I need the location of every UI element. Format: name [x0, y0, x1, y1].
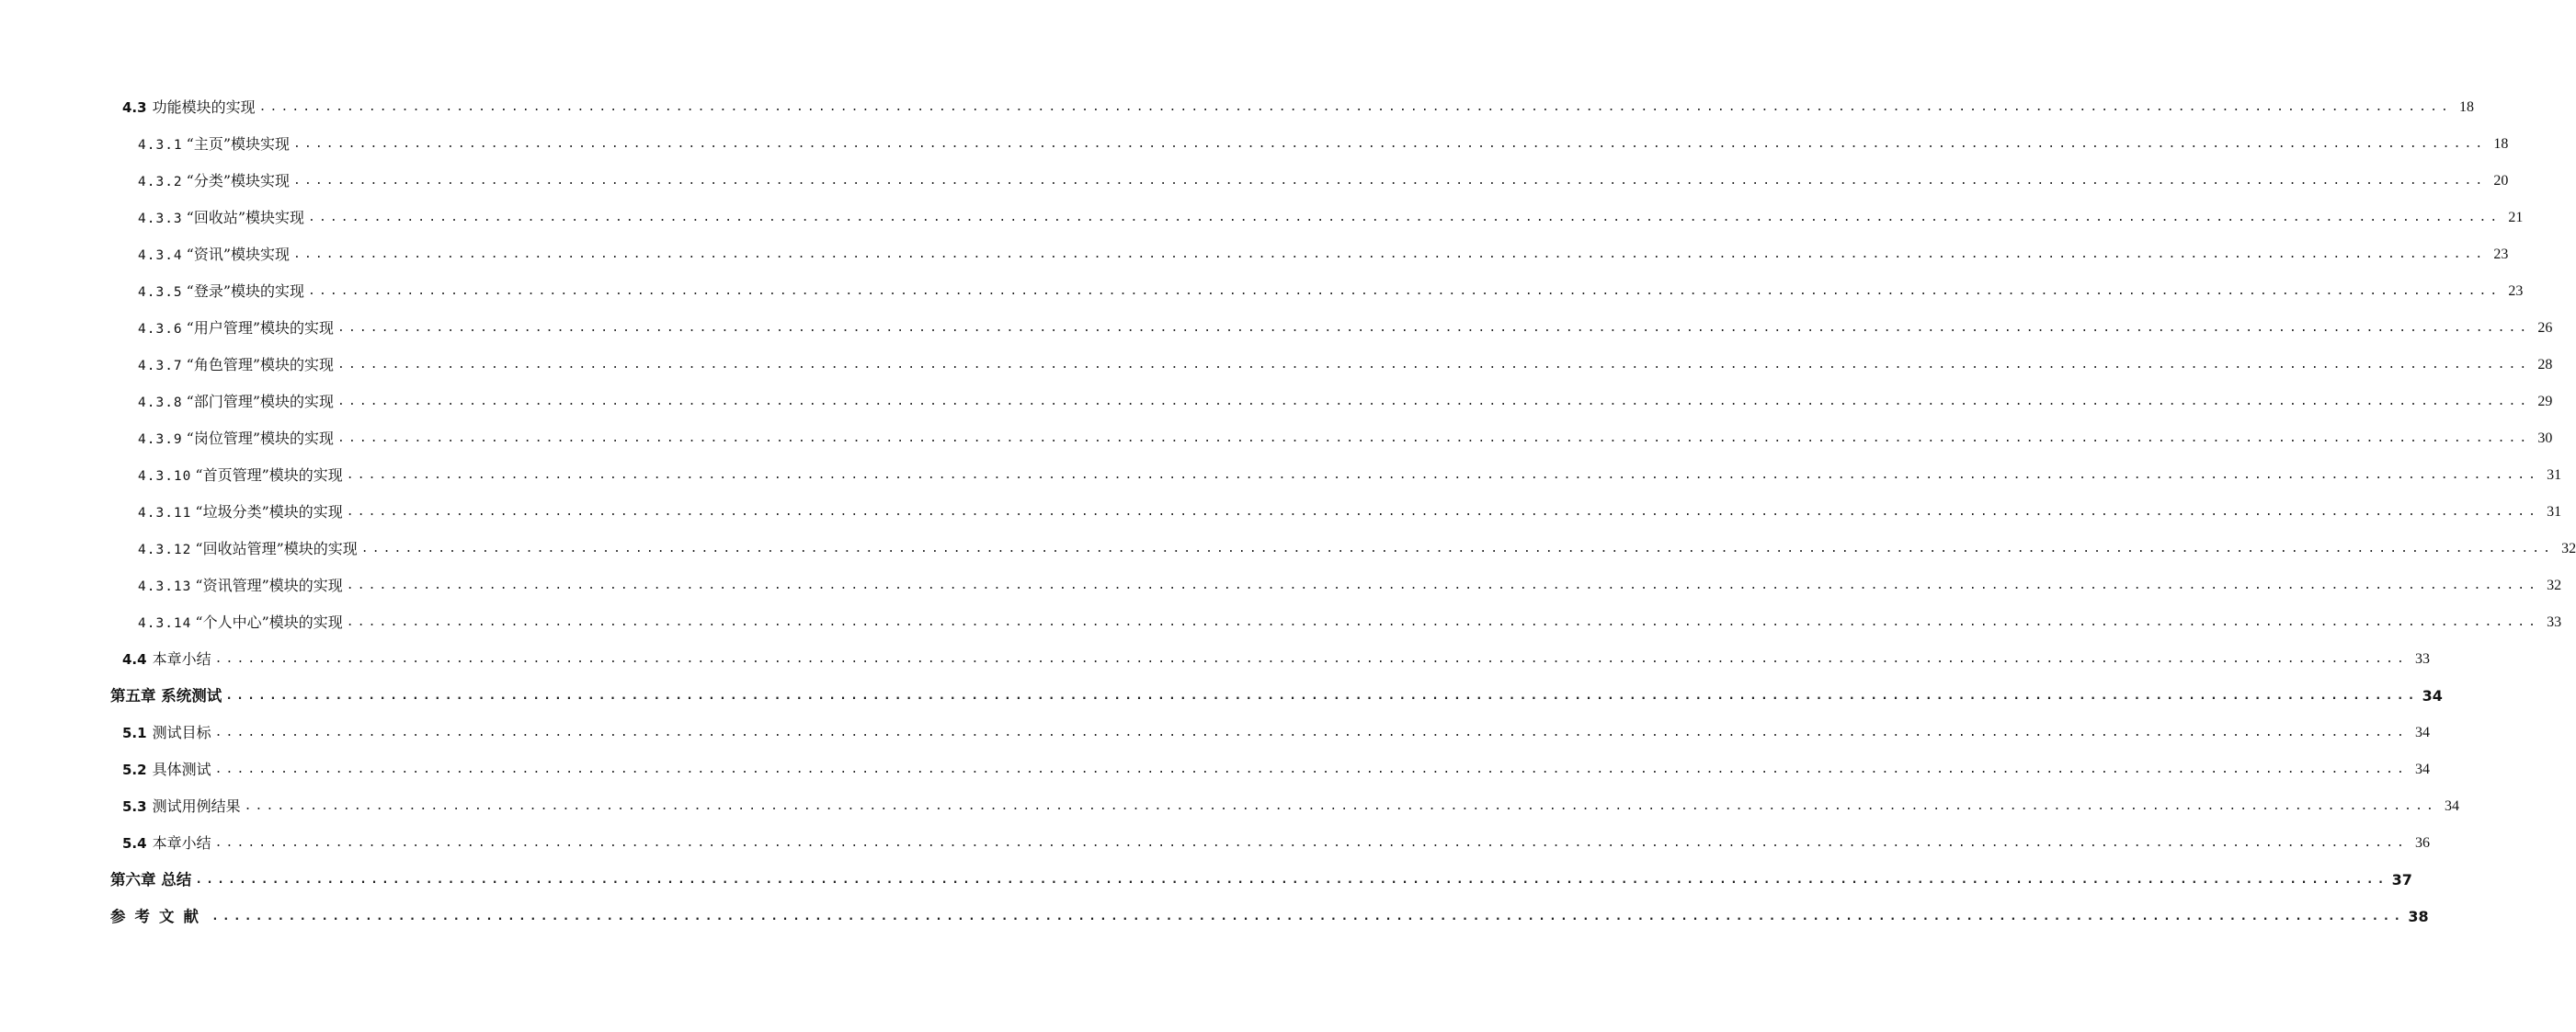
section-number: 5.2: [122, 762, 147, 778]
dot-leader: ........................................................................................................................................................................................................: [293, 137, 2487, 151]
section-title: 本章小结: [152, 834, 211, 852]
page-number: 34: [2414, 725, 2430, 740]
page-number: 32: [2547, 578, 2562, 593]
page-number: 34: [2414, 762, 2430, 777]
toc-entry-4-3-5[interactable]: [0, 273, 2524, 310]
page-number: 23: [2493, 247, 2509, 262]
section-number: 5.4: [122, 835, 147, 852]
section-title: 测试目标: [152, 724, 211, 741]
dot-leader: ........................................................................................................................................................................................................: [214, 726, 2408, 740]
page-number: 28: [2537, 357, 2553, 373]
toc-entry-5-3[interactable]: [0, 788, 2459, 825]
toc-entry-label: [138, 384, 334, 421]
section-title: “垃圾分类”模块的实现: [195, 502, 343, 521]
page-number: 20: [2493, 173, 2509, 189]
section-title: “首页管理”模块的实现: [195, 465, 343, 484]
section-title: “分类”模块实现: [186, 171, 291, 189]
table-of-contents: [0, 89, 2576, 935]
page-number: 36: [2414, 835, 2430, 851]
section-number: 4.3.14: [138, 615, 192, 631]
toc-entry-label: [122, 89, 256, 126]
toc-entry-4-3-14[interactable]: [0, 604, 2562, 641]
toc-entry-label: [138, 163, 290, 201]
toc-entry-4-3-11[interactable]: [0, 494, 2562, 531]
section-title: 测试用例结果: [152, 797, 241, 815]
toc-entry-label: [138, 273, 304, 311]
section-title: “回收站”模块实现: [186, 208, 305, 226]
section-number: 4.3.6: [138, 321, 183, 337]
dot-leader: ........................................................................................................................................................................................................: [346, 615, 2540, 629]
section-number: 4.3.11: [138, 505, 192, 521]
toc-entry-5-4[interactable]: [0, 825, 2430, 862]
section-title: “回收站管理”模块的实现: [195, 539, 358, 557]
toc-chapter-6[interactable]: [0, 862, 2412, 899]
page-number: 30: [2537, 430, 2553, 446]
dot-leader: ........................................................................................................................................................................................................: [195, 873, 2388, 887]
dot-leader: ........................................................................................................................................................................................................: [337, 321, 2531, 335]
toc-references[interactable]: [0, 899, 2429, 935]
toc-entry-label: [138, 347, 334, 384]
dot-leader: ........................................................................................................................................................................................................: [214, 652, 2408, 666]
page-number: 38: [2408, 908, 2429, 925]
section-title: “资讯”模块实现: [186, 245, 291, 263]
toc-entry-label: [138, 126, 290, 164]
dot-leader: ........................................................................................................................................................................................................: [337, 395, 2531, 408]
dot-leader: ........................................................................................................................................................................................................: [211, 910, 2405, 923]
dot-leader: ........................................................................................................................................................................................................: [346, 579, 2540, 592]
section-number: 4.3: [122, 99, 147, 116]
page-number: 34: [2422, 687, 2443, 705]
page-number: 31: [2547, 467, 2562, 483]
dot-leader: ........................................................................................................................................................................................................: [258, 100, 2452, 114]
chapter-title: 第五章 系统测试: [110, 687, 222, 705]
toc-entry-label: [138, 310, 334, 348]
toc-entry-label: [138, 494, 343, 532]
dot-leader: ........................................................................................................................................................................................................: [308, 211, 2502, 224]
section-number: 4.3.12: [138, 542, 192, 557]
section-title: 本章小结: [152, 650, 211, 668]
section-number: 4.3.7: [138, 358, 183, 373]
toc-entry-label: [138, 457, 343, 495]
toc-entry-label: [138, 200, 304, 237]
page-number: 37: [2391, 871, 2412, 889]
toc-entry-label: [122, 715, 211, 751]
page-number: 34: [2444, 798, 2459, 814]
toc-entry-label: [138, 420, 334, 458]
section-title: 具体测试: [152, 761, 211, 778]
toc-entry-label: [138, 568, 343, 605]
toc-entry-4-4[interactable]: [0, 641, 2430, 678]
dot-leader: ........................................................................................................................................................................................................: [244, 799, 2437, 813]
toc-entry-5-1[interactable]: [0, 715, 2430, 751]
dot-leader: ........................................................................................................................................................................................................: [293, 247, 2487, 261]
toc-chapter-5[interactable]: [0, 678, 2443, 715]
page-number: 26: [2537, 320, 2553, 336]
section-number: 5.3: [122, 798, 147, 815]
toc-entry-4-3-12[interactable]: [0, 531, 2576, 568]
dot-leader: ........................................................................................................................................................................................................: [225, 689, 2419, 703]
toc-entry-4-3-13[interactable]: [0, 568, 2562, 604]
section-number: 4.3.9: [138, 431, 183, 447]
dot-leader: ........................................................................................................................................................................................................: [346, 468, 2540, 482]
dot-leader: ........................................................................................................................................................................................................: [214, 836, 2408, 850]
section-number: 4.3.10: [138, 468, 192, 484]
dot-leader: ........................................................................................................................................................................................................: [214, 763, 2408, 776]
toc-entry-4-3-2[interactable]: [0, 163, 2509, 200]
section-number: 4.3.8: [138, 395, 183, 410]
toc-entry-4-3-1[interactable]: [0, 126, 2509, 163]
page-number: 21: [2508, 210, 2524, 225]
page-number: 31: [2547, 504, 2562, 520]
toc-entry-4-3-3[interactable]: [0, 200, 2524, 236]
section-number: 5.1: [122, 725, 147, 741]
toc-entry-label: [122, 751, 211, 788]
page-number: 33: [2414, 651, 2430, 667]
toc-entry-4-3-6[interactable]: [0, 310, 2553, 347]
page-number: 32: [2561, 541, 2576, 556]
dot-leader: ........................................................................................................................................................................................................: [360, 542, 2555, 556]
toc-entry-label: [138, 236, 290, 274]
section-title: “主页”模块实现: [186, 134, 291, 153]
section-title: “登录”模块的实现: [186, 281, 305, 300]
page-number: 33: [2547, 614, 2562, 630]
section-title: 功能模块的实现: [152, 98, 256, 116]
chapter-title: 参考文献: [110, 908, 208, 925]
dot-leader: ........................................................................................................................................................................................................: [337, 358, 2531, 372]
toc-entry-4-3-8[interactable]: [0, 384, 2553, 420]
toc-entry-label: [122, 825, 211, 862]
dot-leader: ........................................................................................................................................................................................................: [337, 431, 2531, 445]
dot-leader: ........................................................................................................................................................................................................: [308, 284, 2502, 298]
toc-entry-label: [138, 604, 343, 642]
section-number: 4.3.5: [138, 284, 183, 300]
section-title: “角色管理”模块的实现: [186, 355, 335, 373]
section-number: 4.3.2: [138, 174, 183, 189]
page-number: 18: [2458, 99, 2474, 115]
toc-entry-label: [122, 641, 211, 678]
toc-entry-label: [122, 788, 241, 825]
dot-leader: ........................................................................................................................................................................................................: [346, 505, 2540, 519]
page-number: 18: [2493, 136, 2509, 152]
section-number: 4.3.1: [138, 137, 183, 153]
toc-entry-5-2[interactable]: [0, 751, 2430, 788]
toc-entry-4-3-10[interactable]: [0, 457, 2562, 494]
section-title: “岗位管理”模块的实现: [186, 429, 335, 447]
dot-leader: ........................................................................................................................................................................................................: [293, 174, 2487, 188]
page-number: 29: [2537, 394, 2553, 409]
toc-entry-4-3-7[interactable]: [0, 347, 2553, 384]
toc-entry-label: [138, 531, 358, 568]
page-number: 23: [2508, 283, 2524, 299]
section-title: “用户管理”模块的实现: [186, 318, 335, 337]
section-number: 4.4: [122, 651, 147, 668]
toc-entry-4-3-9[interactable]: [0, 420, 2553, 457]
section-number: 4.3.3: [138, 211, 183, 226]
section-title: “资讯管理”模块的实现: [195, 576, 343, 594]
chapter-title: 第六章 总结: [110, 871, 192, 889]
toc-entry-4-3-4[interactable]: [0, 236, 2509, 273]
section-number: 4.3.4: [138, 247, 183, 263]
section-title: “部门管理”模块的实现: [186, 392, 335, 410]
section-title: “个人中心”模块的实现: [195, 613, 343, 631]
section-number: 4.3.13: [138, 579, 192, 594]
toc-entry-4-3[interactable]: [0, 89, 2474, 126]
